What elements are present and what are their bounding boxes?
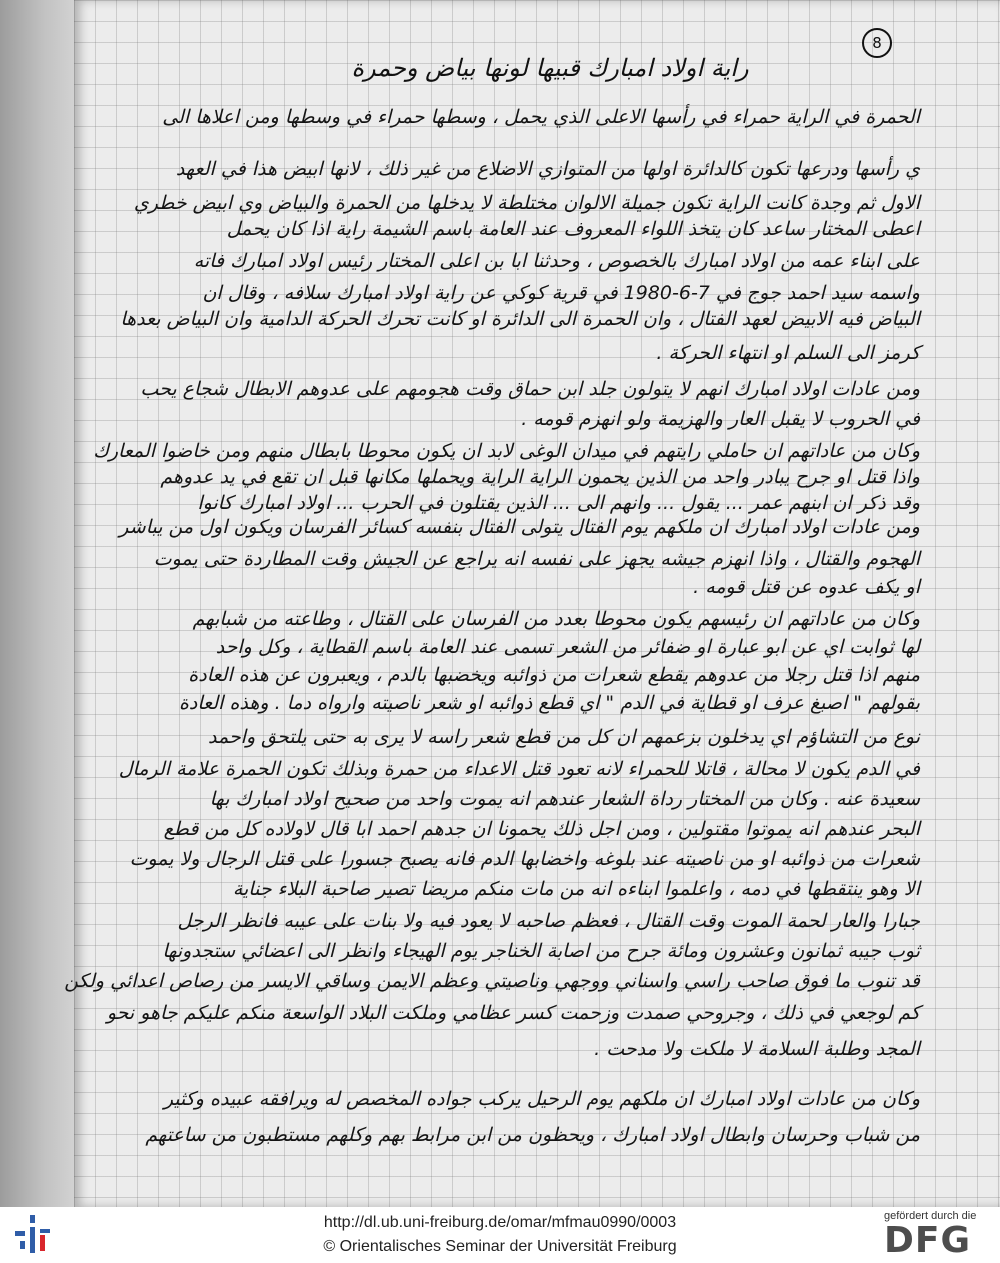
manuscript-line: على ابناء عمه من اولاد امبارك بالخصوص ، وحدثنا ابا بن اعلى المختار رئيس اولاد امبارك فاته xyxy=(193,250,920,272)
manuscript-line: اعطى المختار ساعد كان يتخذ اللواء المعروف عند العامة باسم الشيمة راية اذا كان يحمل xyxy=(226,218,920,240)
manuscript-line: واسمه سيد احمد جوج في 7-6-1980 في قرية كوكي عن راية اولاد امبارك سلافه ، وقال ان xyxy=(202,282,920,304)
manuscript-line: في الدم يكون لا محالة ، قاتلا للحمراء لانه تعود قتل الاعداء من حمرة وبذلك تكون الحمرة علامة الرمال xyxy=(118,758,920,780)
manuscript-line: الا وهو ينتقطها في دمه ، واعلموا ابناءه انه من مات منكم مريضا تصير صاحبة البلاء جناية xyxy=(232,878,920,900)
manuscript-line: واذا قتل او جرح يبادر واحد من الذين يحمون الراية الراية ويحملها مكانها قبل ان تقع في يد عدوهم xyxy=(160,466,920,488)
manuscript-line: المجد وطلبة السلامة لا ملكت ولا مدحت . xyxy=(594,1038,920,1060)
manuscript-line: وكان من عادات اولاد امبارك ان ملكهم يوم الرحيل يركب جواده المخصص له ويرافقه عبيده وكثير xyxy=(163,1088,920,1110)
manuscript-line: الاول ثم وجدة كانت الراية تكون جميلة الالوان مختلطة لا يدخلها من الحمرة والبياض وي ابيض خطري xyxy=(133,192,920,214)
manuscript-line: قد تنوب ما فوق صاحب راسي واسناني ووجهي وناصيتي وعظم الايمن وساقي الايسر من رصاص اعدائي ولكن xyxy=(64,970,920,992)
manuscript-line: كرمز الى السلم او انتهاء الحركة . xyxy=(656,342,920,364)
page-number-circle: 8 xyxy=(862,28,892,58)
manuscript-text-body xyxy=(0,96,1000,1176)
manuscript-line: ثوب جيبه ثمانون وعشرون ومائة جرح من اصابة الخناجر يوم الهيجاء وانظر الى اعضائي ستجدونها xyxy=(162,940,920,962)
ub-freiburg-logo-icon xyxy=(12,1213,52,1257)
manuscript-line: وكان من عاداتهم ان رئيسهم يكون محوطا بعدد من الفرسان على القتال ، وطاعته من شبابهم xyxy=(192,608,920,630)
page-footer xyxy=(0,1207,1000,1263)
manuscript-line: من شباب وحرسان وابطال اولاد امبارك ، ويحظون من ابن مرابط بهم وكلهم مستطبون من ساعتهم xyxy=(145,1124,920,1146)
footer-url-link[interactable]: http://dl.ub.uni-freiburg.de/omar/mfmau0990/0003 xyxy=(323,1214,677,1231)
manuscript-line: الهجوم والقتال ، واذا انهزم جيشه يجهز على نفسه انه يراجع عن الجيش وقت المطاردة حتى يموت xyxy=(153,548,920,570)
manuscript-line: البياض فيه الابيض لعهد الفتال ، وان الحمرة الى الدائرة او كانت تحرك الحركة الدامية وان البياض بعدها xyxy=(120,308,920,330)
manuscript-line: في الحروب لا يقبل العار والهزيمة ولو انهزم قومه . xyxy=(521,408,920,430)
manuscript-line: بقولهم " اصبغ عرف او قطاية في الدم " اي قطع ذوائبه او شعر ناصيته وارواه دما . وهذه العادة xyxy=(178,692,920,714)
manuscript-line: او يكف عدوه عن قتل قومه . xyxy=(693,576,920,598)
manuscript-line: لها ثوابت اي عن ابو عبارة او ضفائر من الشعر تسمى عند العامة باسم القطاية ، وكل واحد xyxy=(215,636,920,658)
manuscript-line: وكان من عاداتهم ان حاملي رايتهم في ميدان الوغى لابد ان يكون محوطا بابطال منهم ومن خاضوا المعارك xyxy=(93,440,920,462)
manuscript-line: سعيدة عنه . وكان من المختار رداة الشعار عندهم انه يموت واحد من صحيح اولاد امبارك بها xyxy=(209,788,920,810)
manuscript-line: جبارا والعار لحمة الموت وقت القتال ، فعظم صاحبه لا يعود فيه ولا بنات على عيبه فانظر الرجل xyxy=(177,910,920,932)
dfg-caption: gefördert durch die xyxy=(884,1210,977,1222)
footer-copyright: © Orientalisches Seminar der Universität Freiburg xyxy=(323,1238,677,1255)
manuscript-title: راية اولاد امبارك قبيها لونها بياض وحمرة xyxy=(351,54,749,82)
manuscript-line: وقد ذكر ان ابنهم عمر ... يقول ... وانهم الى ... الذين يقتلون في الحرب ... اولاد امبارك كانوا xyxy=(197,492,920,514)
manuscript-line: ومن عادات اولاد امبارك انهم لا يتولون جلد ابن حماق وقت هجومهم على عدوهم الابطال شجاع يحب xyxy=(140,378,920,400)
manuscript-line: البحر عندهم انه يموتوا مقتولين ، ومن اجل ذلك يحمونا ان جدهم احمد ابا قال لاولاده كل من قطع xyxy=(163,818,920,840)
manuscript-line: شعرات من ذوائبه او من ناصيته عند بلوغه واخضابها الدم فانه يصبح جسورا على قتل الرجال ولا يموت xyxy=(129,848,920,870)
manuscript-line: ي رأسها ودرعها تكون كالدائرة اولها من المتوازي الاضلاع من غير ذلك ، لانها ابيض هذا في العهد xyxy=(175,158,920,180)
dfg-logo-icon: DFG xyxy=(884,1220,972,1261)
manuscript-line: الحمرة في الراية حمراء في رأسها الاعلى الذي يحمل ، وسطها حمراء في وسطها ومن اعلاها الى xyxy=(162,106,920,128)
manuscript-line: نوع من التشاؤم اي يدخلون بزعمهم ان كل من قطع شعر راسه لا يرى به حتى يلتحق واحمد xyxy=(207,726,920,748)
manuscript-line: كم لوجعي في ذلك ، وجروحي صمدت وزحمت كسر عظامي وملكت البلاد الواسعة منكم عليكم جاهو نحو xyxy=(106,1002,920,1024)
manuscript-line: منهم اذا قتل رجلا من عدوهم يقطع شعرات من ذوائبه ويخضبها بالدم ، ويعبرون عن هذه العادة xyxy=(188,664,920,686)
manuscript-line: ومن عادات اولاد امبارك ان ملكهم يوم الفتال يتولى الفتال بنفسه كسائر الفرسان ويكون اول من يباشر xyxy=(119,516,920,538)
